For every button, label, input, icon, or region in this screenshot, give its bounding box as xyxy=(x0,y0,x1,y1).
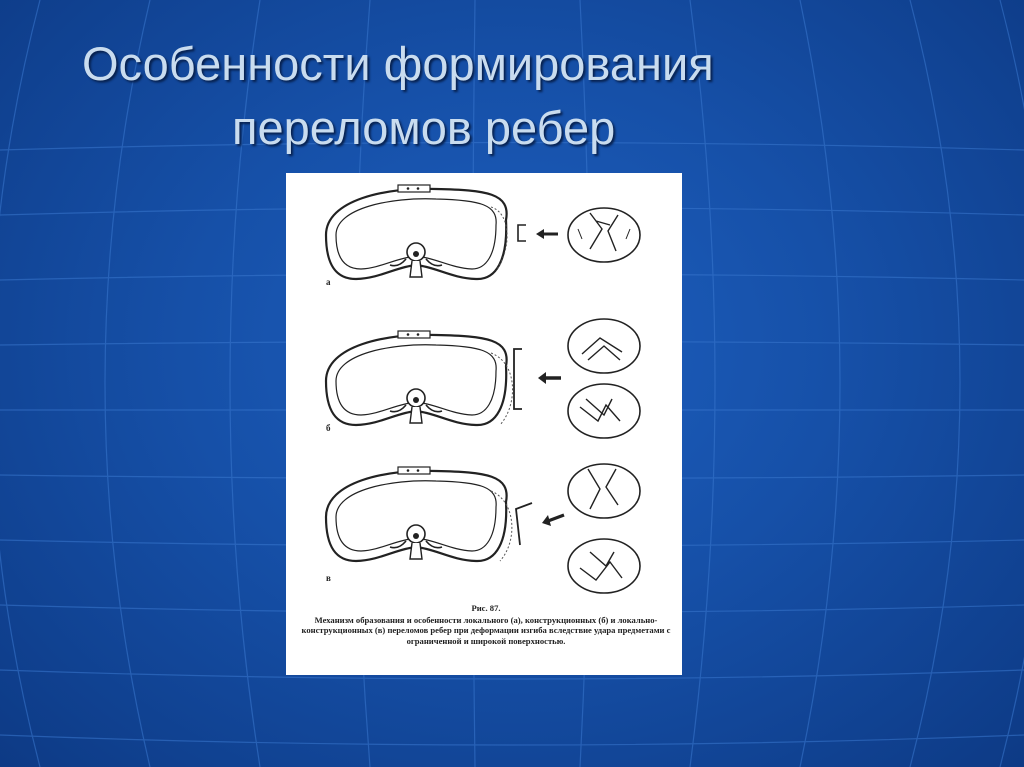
slide-title xyxy=(0,32,1024,160)
slide-title-line-1: Особенности формирования xyxy=(82,37,714,90)
figure-caption-text: Механизм образования и особенности локального (а), конструкционных (б) и локально-конструкционных (в) переломов ребер при деформации изгиба вследствие удара предметами с ограниченной и широкой поверхностью. xyxy=(301,614,671,646)
rib-fracture-diagram xyxy=(286,173,682,675)
panel-b-diagram xyxy=(326,319,640,438)
panel-label-a: а xyxy=(326,277,331,287)
panel-c-diagram xyxy=(326,464,640,593)
panel-a-diagram xyxy=(326,185,640,279)
figure-number: Рис. 87. xyxy=(471,603,501,613)
figure-87 xyxy=(286,173,682,675)
panel-label-b: б xyxy=(326,423,331,433)
panel-label-c: в xyxy=(326,573,331,583)
slide-title-line-2: переломов ребер xyxy=(232,101,616,154)
figure-caption xyxy=(300,603,672,646)
